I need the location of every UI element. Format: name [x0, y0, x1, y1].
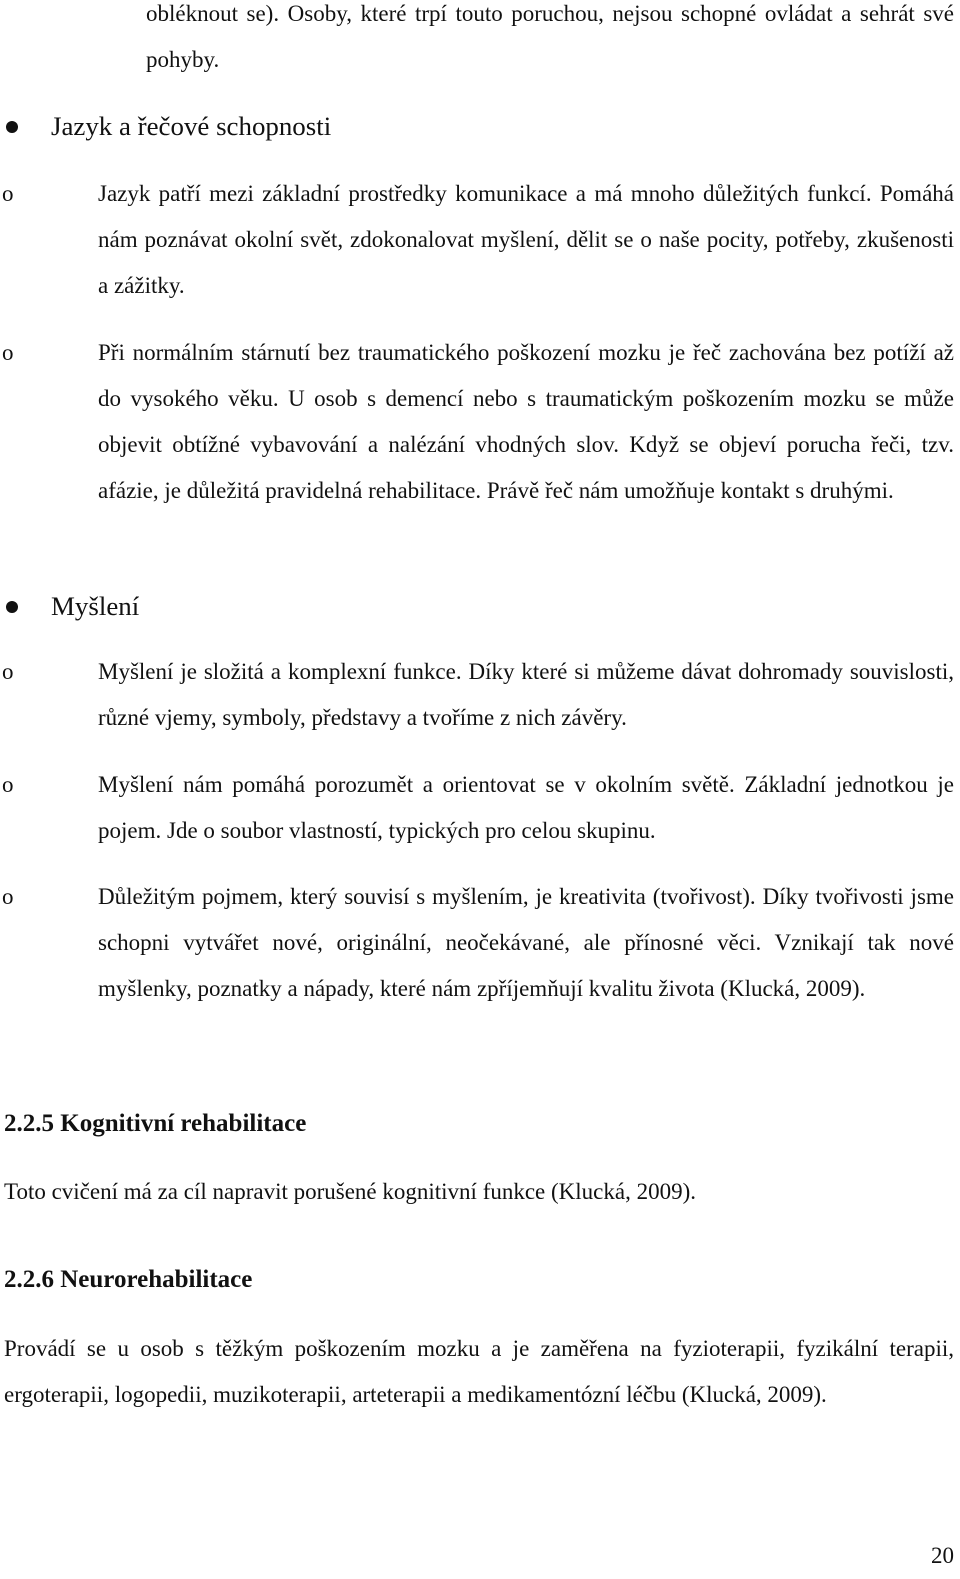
heading-neurorehabilitace: 2.2.6 Neurorehabilitace — [4, 1266, 253, 1293]
section-title-jazyk: Jazyk a řečové schopnosti — [51, 111, 332, 141]
list-item-jazyk-1: Jazyk patří mezi základní prostředky komunikace a má mnoho důležitých funkcí. Pomáhá nám poznávat okolní svět, zdokonalovat myšlení, dělit se o naše pocity, potřeby, zkušenosti a zážitky. — [98, 181, 954, 298]
bullet-icon — [6, 601, 18, 613]
sub-bullet-marker: o — [2, 181, 14, 206]
page-number: 20 — [931, 1543, 954, 1568]
sub-bullet-marker: o — [2, 884, 14, 909]
paragraph-neurorehabilitace: Provádí se u osob s těžkým poškozením mozku a je zaměřena na fyzioterapii, fyzikální terapii, ergoterapii, logopedii, muzikoterapii, arteterapii a medikamentózní léčbu (Klucká, 2009). — [4, 1336, 954, 1407]
paragraph-kognitivni: Toto cvičení má za cíl napravit porušené kognitivní funkce (Klucká, 2009). — [4, 1179, 696, 1204]
list-item-mysleni-3: Důležitým pojmem, který souvisí s myšlením, je kreativita (tvořivost). Díky tvořivosti jsme schopni vytvářet nové, originální, neočekávané, ale přínosné věci. Vznikají tak nové myšlenky, poznatky a nápady, které nám zpříjemňují kvalitu života (Klucká, 2009). — [98, 884, 954, 1001]
list-item-mysleni-2: Myšlení nám pomáhá porozumět a orientovat se v okolním světě. Základní jednotkou je pojem. Jde o soubor vlastností, typických pro celou skupinu. — [98, 772, 954, 843]
heading-kognitivni-rehabilitace: 2.2.5 Kognitivní rehabilitace — [4, 1110, 307, 1137]
sub-bullet-marker: o — [2, 340, 14, 365]
bullet-icon — [6, 121, 18, 133]
sub-bullet-marker: o — [2, 659, 14, 684]
list-item-mysleni-1: Myšlení je složitá a komplexní funkce. Díky které si můžeme dávat dohromady souvislosti, různé vjemy, symboly, představy a tvoříme z nich závěry. — [98, 659, 954, 730]
section-title-mysleni: Myšlení — [51, 591, 140, 621]
continuation-paragraph: obléknout se). Osoby, které trpí touto poruchou, nejsou schopné ovládat a sehrát své pohyby. — [146, 1, 954, 72]
sub-bullet-marker: o — [2, 772, 14, 797]
list-item-jazyk-2: Při normálním stárnutí bez traumatického poškození mozku je řeč zachována bez potíží až do vysokého věku. U osob s demencí nebo s traumatickým poškozením mozku se může objevit obtížné vybavování a nalézání vhodných slov. Když se objeví porucha řeči, tzv. afázie, je důležitá pravidelná rehabilitace. Právě řeč nám umožňuje kontakt s druhými. — [98, 340, 954, 503]
